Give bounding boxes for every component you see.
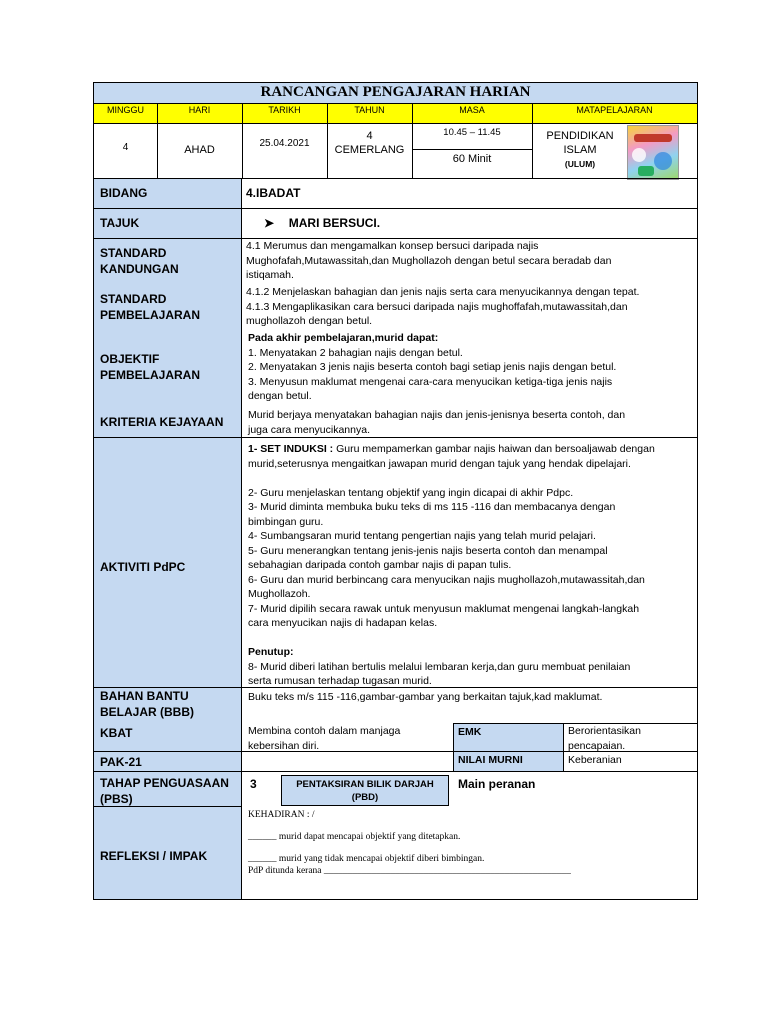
kriteria-text: Murid berjaya menyatakan bahagian najis dan jenis-jenisnya beserta contoh, dan juga cara menyucikannya.	[248, 409, 626, 436]
label-kriteria: KRITERIA KEJAYAAN	[100, 415, 224, 429]
label-pak21: PAK-21	[94, 751, 241, 771]
title-bar	[94, 83, 697, 103]
masa-time: 10.45 – 11.45	[443, 127, 501, 138]
refleksi-line-2: ______ murid yang tidak mencapai objektif diberi bimbingan.	[248, 854, 485, 864]
label-pbs: TAHAP PENGUASAAN (PBS)	[94, 771, 241, 806]
objektif-text: Pada akhir pembelajaran,murid dapat: 1. Menyatakan 2 bahagian najis dengan betul. 2. Menyatakan 3 jenis najis beserta contoh bagi setiap jenis najis dengan betul. 3. Menyusun maklumat mengenai cara-cara menyucikan ketiga-tiga jenis najis dengan betul.	[248, 332, 617, 402]
standard-kandungan-text: 4.1 Merumus dan mengamalkan konsep bersuci daripada najis Mughofafah,Mutawassitah,dan Mughollazoh dengan betul secara beradab dan istiqamah.	[246, 240, 612, 281]
arrow-bullet-icon: ➤	[264, 216, 275, 230]
tahun-value	[327, 129, 412, 157]
textbook-cover-image	[627, 125, 679, 180]
pbs-level: 3	[250, 777, 257, 791]
minggu-value: 4	[122, 142, 129, 153]
tahun-class: CEMERLANG	[334, 144, 405, 156]
label-bidang: BIDANG	[94, 178, 241, 208]
col-hari: HARI	[157, 103, 242, 123]
tajuk-text: MARI BERSUCI.	[288, 216, 381, 230]
label-tajuk: TAJUK	[94, 208, 241, 238]
tahun-number: 4	[366, 130, 373, 142]
label-nilai-murni: NILAI MURNI	[453, 751, 563, 771]
refleksi-line-3: PdP ditunda kerana ____________________________________________________	[248, 866, 571, 876]
label-aktiviti: AKTIVITI PdPC	[94, 437, 241, 687]
tarikh-value: 25.04.2021	[259, 138, 310, 149]
col-tarikh: TARIKH	[242, 103, 327, 123]
subject-line-3: (ULUM)	[564, 159, 596, 169]
emk-text: Berorientasikan pencapaian.	[568, 725, 641, 752]
label-refleksi: REFLEKSI / IMPAK	[94, 806, 241, 899]
col-matapelajaran: MATAPELAJARAN	[532, 103, 697, 123]
label-bbb: BAHAN BANTU BELAJAR (BBB)	[100, 689, 194, 719]
refleksi-text	[248, 809, 693, 877]
label-standard-kandungan: STANDARD KANDUNGAN	[100, 246, 179, 276]
value-bidang: 4.IBADAT	[246, 186, 301, 200]
subject-name	[534, 129, 626, 171]
pbd-box: PENTAKSIRAN BILIK DARJAH (PBD)	[281, 775, 449, 806]
refleksi-line-1: ______ murid dapat mencapai objektif yang ditetapkan.	[248, 832, 461, 842]
kbat-text: Membina contoh dalam manjaga kebersihan diri.	[248, 725, 401, 752]
kehadiran-line: KEHADIRAN : /	[248, 810, 315, 820]
rph-table	[93, 82, 698, 900]
value-tajuk	[264, 215, 564, 231]
label-standard-pembelajaran: STANDARD PEMBELAJARAN	[100, 292, 201, 322]
peranan-text: Main peranan	[458, 777, 536, 791]
subject-line-2: ISLAM	[563, 144, 597, 156]
label-objektif: OBJEKTIF PEMBELAJARAN	[100, 352, 201, 382]
label-emk: EMK	[453, 723, 563, 751]
page-title: RANCANGAN PENGAJARAN HARIAN	[260, 84, 531, 100]
nilai-value: Keberanian	[568, 754, 622, 766]
col-tahun: TAHUN	[327, 103, 412, 123]
col-masa: MASA	[412, 103, 532, 123]
aktiviti-text: 1- SET INDUKSI : Guru mempamerkan gambar najis haiwan dan bersoaljawab dengan murid,seterusnya mengaitkan jawapan murid dengan tajuk yang hendak dipelajari. 2- Guru menjelaskan tentang objektif yang ingin dicapai di akhir Pdpc. 3- Murid diminta membuka buku teks di ms 115 -116 dan membacanya dengan bimbingan guru. 4- Sumbangsaran murid tentang pengertian najis yang telah murid pelajari. 5- Guru menerangkan tentang jenis-jenis najis beserta contoh dan menampal sebahagian daripada contoh gambar najis di papan tulis. 6- Guru dan murid berbincang cara menyucikan najis mughollazoh,mutawassitah,dan Mughollazoh. 7- Murid dipilih secara rawak untuk menyusun maklumat mengenai langkah-langkah cara menyucikan najis di hadapan kelas. Penutup: 8- Murid diberi latihan bertulis melalui lembaran kerja,dan guru membuat penilaian serta rumusan terhadap tugasan murid.	[248, 443, 655, 687]
col-minggu: MINGGU	[94, 103, 157, 123]
bbb-text: Buku teks m/s 115 -116,gambar-gambar yang berkaitan tajuk,kad maklumat.	[248, 691, 603, 703]
induksi-label: 1- SET INDUKSI :	[248, 443, 334, 455]
hari-value: AHAD	[184, 144, 215, 156]
masa-duration: 60 Minit	[452, 153, 492, 165]
label-kbat: KBAT	[100, 726, 133, 740]
standard-pembelajaran-text: 4.1.2 Menjelaskan bahagian dan jenis najis serta cara menyucikannya dengan tepat. 4.1.3 Mengaplikasikan cara bersuci daripada najis mughoffafah,mutawassitah,dan mughollazoh dengan betul.	[246, 286, 640, 327]
subject-line-1: PENDIDIKAN	[546, 130, 614, 142]
